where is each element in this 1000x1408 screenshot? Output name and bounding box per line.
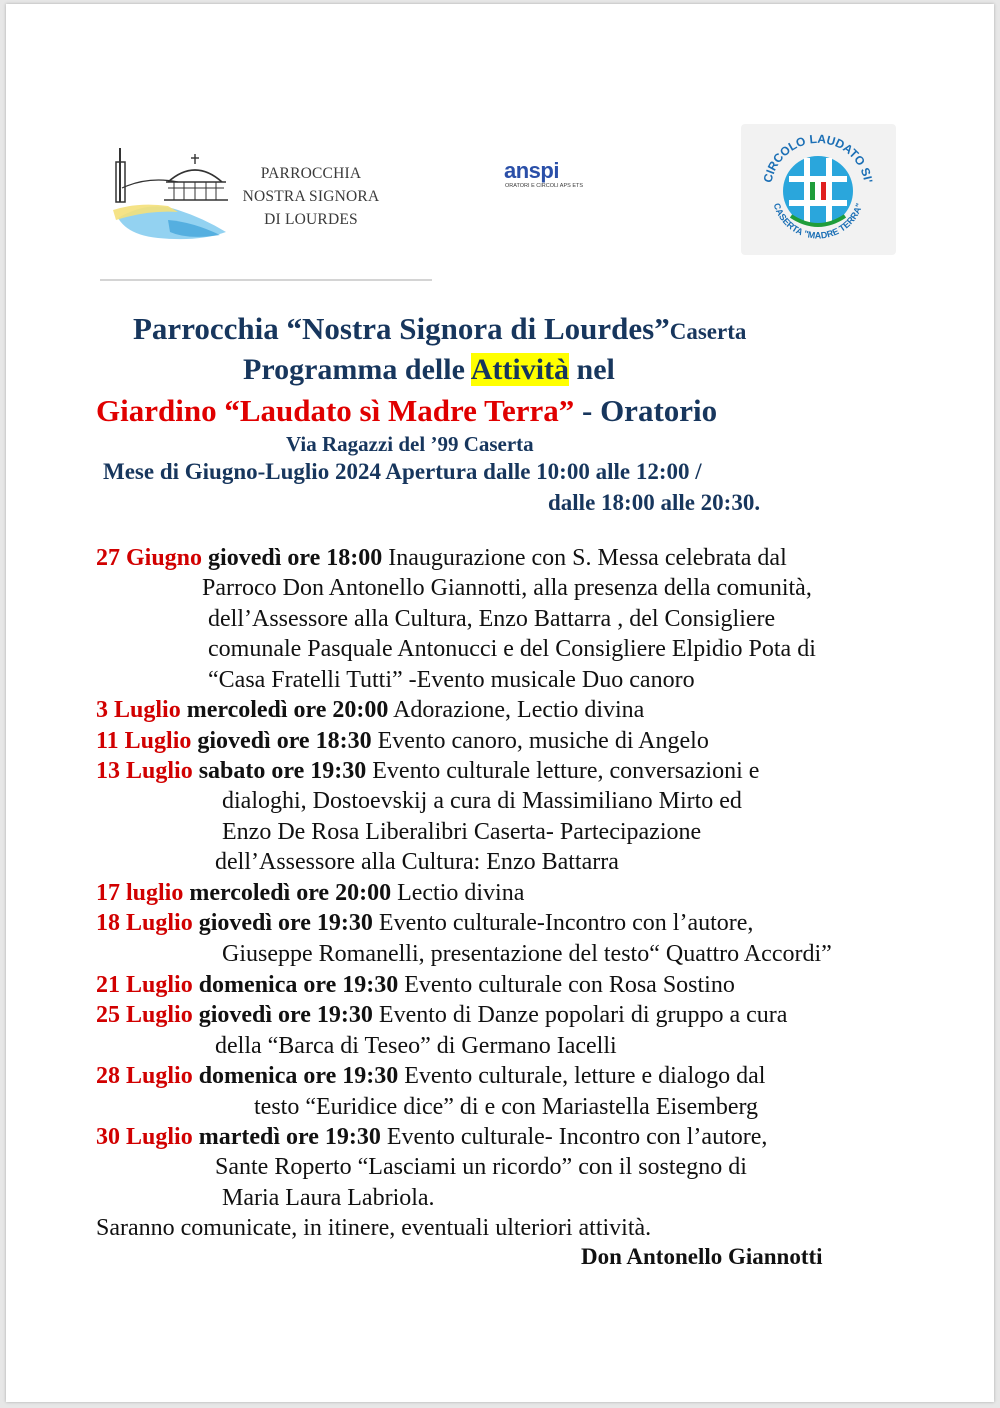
- signature: Don Antonello Giannotti: [581, 1244, 823, 1269]
- event-day-time: giovedì ore 18:30: [191, 728, 372, 754]
- event-date: 27 Giugno: [96, 545, 203, 571]
- event-date: 13 Luglio: [96, 758, 193, 784]
- title-parish-name: Parrocchia “Nostra Signora di Lourdes”: [133, 311, 670, 346]
- parish-logo-line: NOSTRA SIGNORA: [242, 188, 380, 205]
- circolo-logo-bottom-text: CASERTA "MADRE TERRA": [771, 201, 865, 241]
- title-garden-name: Giardino “Laudato sì Madre Terra”: [96, 393, 575, 428]
- event-date: 3 Luglio: [96, 697, 181, 723]
- address: Via Ragazzi del ’99 Caserta: [286, 432, 534, 456]
- title-program-text: Programma delle: [243, 353, 471, 386]
- event-first-line: [96, 908, 753, 938]
- parish-logo-line: DI LOURDES: [264, 211, 358, 228]
- event-day-time: giovedì ore 18:00: [202, 545, 383, 571]
- title-oratorio: - Oratorio: [574, 393, 718, 428]
- event-first-line: [96, 1122, 767, 1152]
- event-date: 30 Luglio: [96, 1124, 193, 1150]
- event-first-line: [96, 756, 759, 786]
- event-first-line: [96, 543, 787, 573]
- event-description: Lectio divina: [391, 880, 525, 906]
- event-first-line: [96, 970, 735, 1000]
- event-continuation: “Casa Fratelli Tutti” -Evento musicale Duo canoro: [208, 667, 695, 693]
- circolo-logo-top-text: CIRCOLO LAUDATO SI': [760, 131, 876, 184]
- event-date: 21 Luglio: [96, 972, 193, 998]
- title-program: [243, 353, 615, 387]
- event-first-line: [96, 695, 644, 725]
- anspi-logo-subtext: ORATORI E CIRCOLI APS ETS: [505, 183, 584, 189]
- title-program-suffix: nel: [569, 353, 615, 386]
- globe-icon: [741, 124, 896, 255]
- opening-hours-line1: Mese di Giugno-Luglio 2024 Apertura dalle 10:00 alle 12:00 /: [103, 459, 702, 484]
- anspi-logo-word: anspi: [504, 158, 559, 183]
- event-first-line: [96, 726, 709, 756]
- event-day-time: sabato ore 19:30: [192, 758, 367, 784]
- event-first-line: [96, 878, 524, 908]
- event-day-time: domenica ore 19:30: [192, 1063, 399, 1089]
- event-continuation: Enzo De Rosa Liberalibri Caserta- Partecipazione: [222, 819, 702, 845]
- event-first-line: [96, 1061, 765, 1091]
- event-day-time: mercoledì ore 20:00: [183, 880, 392, 906]
- title-city: Caserta: [669, 319, 747, 344]
- event-date: 25 Luglio: [96, 1002, 193, 1028]
- event-day-time: martedì ore 19:30: [192, 1124, 381, 1150]
- event-continuation: dell’Assessore alla Cultura, Enzo Battarra , del Consigliere: [208, 606, 776, 632]
- title-parish: [133, 311, 746, 347]
- event-day-time: giovedì ore 19:30: [192, 1002, 373, 1028]
- event-date: 18 Luglio: [96, 910, 193, 936]
- event-description: Evento culturale con Rosa Sostino: [398, 972, 735, 998]
- event-date: 11 Luglio: [96, 728, 192, 754]
- event-date: 17 luglio: [96, 880, 184, 906]
- event-first-line: [96, 1000, 787, 1030]
- event-day-time: giovedì ore 19:30: [192, 910, 373, 936]
- event-continuation: della “Barca di Teseo” di Germano Iacelli: [215, 1033, 617, 1059]
- event-description: Adorazione, Lectio divina: [388, 697, 645, 723]
- event-description: Evento culturale- Incontro con l’autore,: [380, 1124, 768, 1150]
- header-divider: [100, 279, 432, 281]
- parish-logo: [108, 140, 388, 245]
- closing-note: Saranno comunicate, in itinere, eventuali ulteriori attività.: [96, 1215, 652, 1241]
- parish-logo-line: PARROCCHIA: [260, 165, 362, 182]
- event-continuation: dell’Assessore alla Cultura: Enzo Battarra: [215, 849, 619, 875]
- event-date: 28 Luglio: [96, 1063, 193, 1089]
- event-continuation: Giuseppe Romanelli, presentazione del testo“ Quattro Accordi”: [222, 941, 832, 967]
- event-description: Inaugurazione con S. Messa celebrata dal: [382, 545, 787, 571]
- church-icon: [108, 140, 233, 245]
- event-description: Evento culturale, letture e dialogo dal: [398, 1063, 766, 1089]
- event-description: Evento culturale-Incontro con l’autore,: [372, 910, 754, 936]
- event-continuation: Parroco Don Antonello Giannotti, alla presenza della comunità,: [202, 575, 812, 601]
- event-continuation: comunale Pasquale Antonucci e del Consigliere Elpidio Pota di: [208, 636, 816, 662]
- title-garden: [96, 393, 717, 429]
- parish-logo-text: [236, 162, 386, 231]
- event-continuation: Maria Laura Labriola.: [222, 1185, 435, 1211]
- event-description: Evento culturale letture, conversazioni e: [366, 758, 760, 784]
- opening-hours-line2: dalle 18:00 alle 20:30.: [548, 490, 761, 515]
- title-highlight-attivita: Attività: [470, 353, 570, 386]
- event-day-time: mercoledì ore 20:00: [180, 697, 389, 723]
- event-description: Evento canoro, musiche di Angelo: [371, 728, 709, 754]
- event-continuation: testo “Euridice dice” di e con Mariastella Eisemberg: [254, 1094, 759, 1120]
- anspi-logo: [500, 158, 584, 194]
- circolo-laudato-si-logo: [741, 124, 896, 255]
- event-continuation: Sante Roperto “Lasciami un ricordo” con il sostegno di: [215, 1154, 747, 1180]
- event-day-time: domenica ore 19:30: [192, 972, 399, 998]
- event-continuation: dialoghi, Dostoevskij a cura di Massimiliano Mirto ed: [222, 788, 742, 814]
- event-description: Evento di Danze popolari di gruppo a cura: [372, 1002, 788, 1028]
